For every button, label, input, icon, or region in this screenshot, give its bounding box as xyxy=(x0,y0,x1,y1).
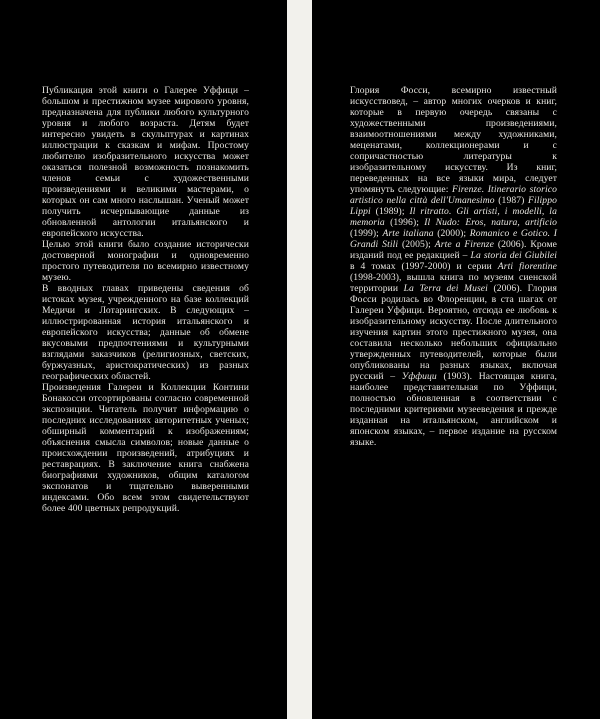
paragraph xyxy=(42,85,249,239)
book-title-text: Уффици xyxy=(401,371,437,382)
book-title-text: Arte italiana xyxy=(382,228,434,239)
right-page-text xyxy=(350,85,557,448)
paragraph xyxy=(42,382,249,514)
body-text: Произведения Галереи и Коллекции Контини Бонакосси отсортированы согласно современной экспозиции. Читатель получит информацию о последних исследованиях авторитетных ученых; обширный комментарий к изображениям; объяснения смысла символов; новые данные о происхождении произведений, атрибуциях и реставрациях. В заключение книга снабжена биографиями художников, общим каталогом экспонатов и тщательно выверенными индексами. Обо всем этом свидетельствуют более 400 цветных репродукций. xyxy=(42,382,249,514)
body-text: (1989); xyxy=(370,206,410,217)
body-text: (1998-2003), вышла книга по музеям сиенской территории xyxy=(350,272,557,294)
body-text: (1996); xyxy=(384,217,425,228)
book-title-text: Filippo Lippi xyxy=(350,195,557,217)
book-title-text: Il ritratto. Gli artisti, i modelli, la memoria xyxy=(350,206,557,228)
body-text: (2006). Глория Фосси родилась во Флоренции, в ста шагах от Галереи Уффици. Вероятно, отсюда ее любовь к изобразительному искусству. После длительного изучения картин этого престижного музея, она составила несколько небольших официально утвержденных путеводителей, которые были опубликованы на разных языках, включая русский – xyxy=(350,283,557,382)
body-text: В вводных главах приведены сведения об истоках музея, учрежденного на базе коллекций Медичи и Лотарингских. В следующих – иллюстрированная история итальянского и европейского искусства; данные об обмене вкусовыми предпочтениями и культурными взглядами заказчиков (религиозных, светских, буржуазных, аристократических) из разных географических областей. xyxy=(42,283,249,382)
body-text: (1999); xyxy=(350,228,383,239)
book-title-text: Arti fiorentine xyxy=(497,261,557,272)
book-title-text: Arte a Firenze xyxy=(434,239,494,250)
book-title-text: Romanico e Gotico. I Grandi Stili xyxy=(350,228,557,250)
spine-gutter xyxy=(287,0,312,719)
book-title-text: Firenze. Itinerario storico artistico nella città dell'Umanesimo xyxy=(350,184,557,206)
body-text: (2000); xyxy=(433,228,470,239)
book-title-text: La storia dei Giubilei xyxy=(470,250,557,261)
left-page-text xyxy=(42,85,249,514)
body-text: Глория Фосси, всемирно известный искусствовед, – автор многих очерков и книг, которые в первую очередь связаны с художественными произведениями, взаимоотношениями между художниками, меценатами, коллекционерами и с сопричастностью литературы к изобразительному искусству. Из книг, переведенных на все языки мира, следует упомянуть следующие: xyxy=(350,85,557,195)
body-text: в 4 томах (1997-2000) и серии xyxy=(350,261,498,272)
body-text: (1987) xyxy=(494,195,529,206)
body-text: Публикация этой книги о Галерее Уффици – большом и престижном музее мирового уровня, предназначена для публики любого культурного уровня и любого возраста. Детям будет интересно увидеть в скульптурах и картинах иллюстрации к сказкам и мифам. Простому любителю изобразительного искусства может оказаться полезной возможность познакомить членов семьи с художественными произведениями и великими мастерами, о которых он сам много наслышан. Ученый может получить исчерпывающие данные из обновленной антологии итальянского и европейского искусства. xyxy=(42,85,249,239)
paragraph xyxy=(350,85,557,448)
body-text: (2005); xyxy=(398,239,435,250)
book-title-text: La Terra dei Musei xyxy=(403,283,488,294)
paragraph xyxy=(42,283,249,382)
body-text: Целью этой книги было создание исторически достоверной монографии и одновременно простого путеводителя по всемирно известному музею. xyxy=(42,239,249,283)
body-text: (1903). Настоящая книга, наиболее представительная по Уффици, полностью обновленная в соответствии с последними критериями музееведения и прежде изданная на итальянском, английском и японском языках, – первое издание на русском языке. xyxy=(350,371,557,448)
book-title-text: Il Nudo: Eros, natura, artificio xyxy=(424,217,557,228)
body-text: (2006). Кроме изданий под ее редакцией – xyxy=(350,239,557,261)
paragraph xyxy=(42,239,249,283)
